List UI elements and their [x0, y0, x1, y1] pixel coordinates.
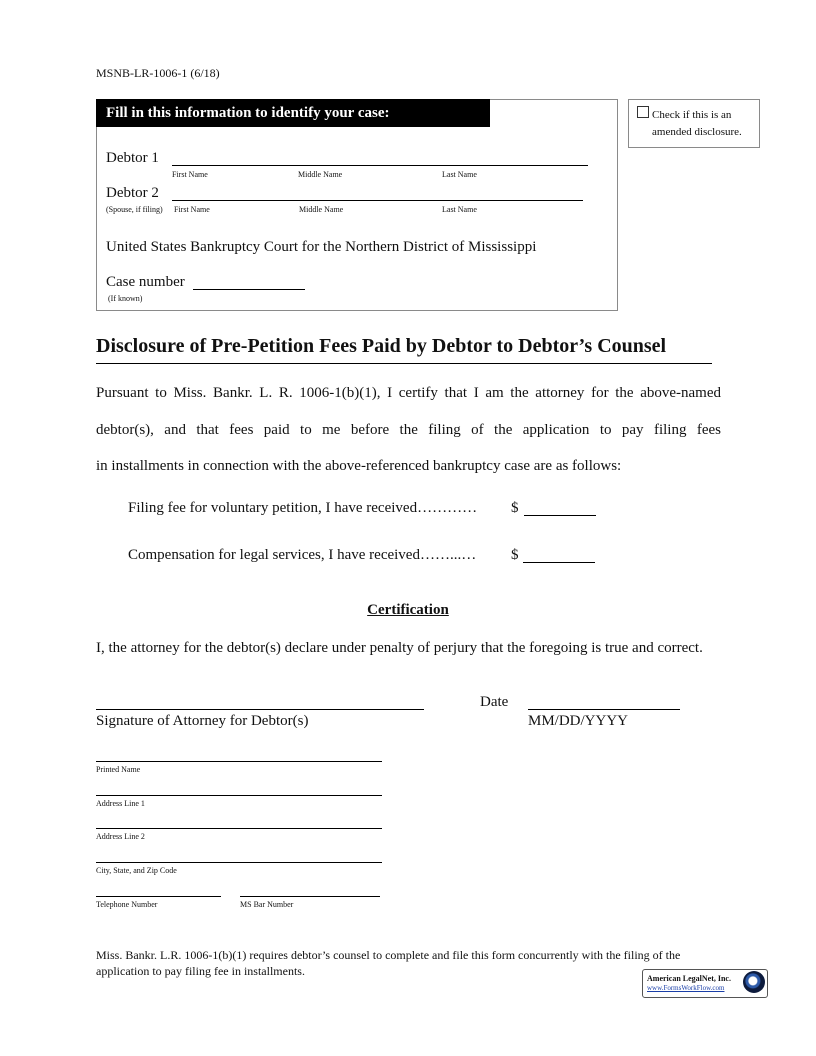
printed-name-label: Printed Name [96, 765, 141, 774]
address-line-1-label: Address Line 1 [96, 799, 145, 808]
amended-checkbox[interactable] [637, 106, 649, 118]
debtor2-label: Debtor 2 [106, 185, 159, 201]
debtor2-middle-name-label: Middle Name [299, 205, 344, 214]
legal-services-fee-label: Compensation for legal services, I have received……...… [128, 547, 477, 563]
amended-label-line2: amended disclosure. [652, 126, 742, 138]
publisher-logo-icon [743, 971, 765, 993]
city-state-zip-field[interactable] [96, 862, 382, 863]
form-code: MSNB-LR-1006-1 (6/18) [96, 66, 220, 80]
footer-note: Miss. Bankr. L.R. 1006-1(b)(1) requires debtor’s counsel to complete and file this form concurrently with the filing of the application to pay filing fee in installments. [96, 948, 681, 978]
intro-line-3: in installments in connection with the above-referenced bankruptcy case are as follows: [96, 458, 622, 474]
telephone-label: Telephone Number [96, 900, 158, 909]
debtor1-label: Debtor 1 [106, 150, 159, 166]
case-info-header: Fill in this information to identify your case: [96, 99, 490, 127]
debtor1-last-name-label: Last Name [442, 170, 477, 179]
debtor1-middle-name-label: Middle Name [298, 170, 343, 179]
printed-name-field[interactable] [96, 761, 382, 762]
signature-field[interactable] [96, 709, 424, 710]
date-field[interactable] [528, 709, 680, 710]
debtor2-last-name-label: Last Name [442, 205, 477, 214]
publisher-name: American LegalNet, Inc. [647, 974, 731, 983]
certification-text: I, the attorney for the debtor(s) declare under penalty of perjury that the foregoing is true and correct. [96, 640, 703, 656]
document-title: Disclosure of Pre-Petition Fees Paid by Debtor to Debtor’s Counsel [96, 335, 667, 357]
title-underline [96, 363, 712, 364]
debtor1-name-field[interactable] [172, 165, 588, 166]
case-number-if-known: (If known) [108, 294, 143, 303]
city-state-zip-label: City, State, and Zip Code [96, 866, 177, 875]
ms-bar-number-field[interactable] [240, 896, 380, 897]
certification-heading [0, 602, 816, 619]
case-number-label: Case number [106, 274, 185, 290]
filing-fee-currency: $ [511, 500, 519, 516]
ms-bar-number-label: MS Bar Number [240, 900, 294, 909]
debtor2-first-name-label: First Name [174, 205, 210, 214]
signature-label: Signature of Attorney for Debtor(s) [96, 713, 309, 729]
legal-services-currency: $ [511, 547, 519, 563]
date-format-label: MM/DD/YYYY [528, 713, 629, 729]
address-line-2-label: Address Line 2 [96, 832, 145, 841]
legal-services-amount-field[interactable] [523, 562, 595, 563]
publisher-url[interactable]: www.FormsWorkFlow.com [647, 984, 725, 992]
court-name: United States Bankruptcy Court for the Northern District of Mississippi [106, 239, 537, 255]
date-label: Date [480, 694, 509, 710]
intro-line-2: debtor(s), and that fees paid to me before the filing of the application to pay filing fees [96, 422, 721, 438]
debtor2-spouse-note: (Spouse, if filing) [106, 205, 163, 214]
amended-label-line1: Check if this is an [652, 109, 732, 121]
debtor2-name-field[interactable] [172, 200, 583, 201]
telephone-field[interactable] [96, 896, 221, 897]
intro-line-1: Pursuant to Miss. Bankr. L. R. 1006-1(b)(1), I certify that I am the attorney for the above-named [96, 385, 721, 401]
address-line-2-field[interactable] [96, 828, 382, 829]
filing-fee-amount-field[interactable] [524, 515, 596, 516]
filing-fee-label: Filing fee for voluntary petition, I have received………… [128, 500, 478, 516]
case-number-field[interactable] [193, 289, 305, 290]
amended-checkbox-label [652, 107, 758, 141]
address-line-1-field[interactable] [96, 795, 382, 796]
certification-heading-text: Certification [367, 602, 449, 618]
debtor1-first-name-label: First Name [172, 170, 208, 179]
